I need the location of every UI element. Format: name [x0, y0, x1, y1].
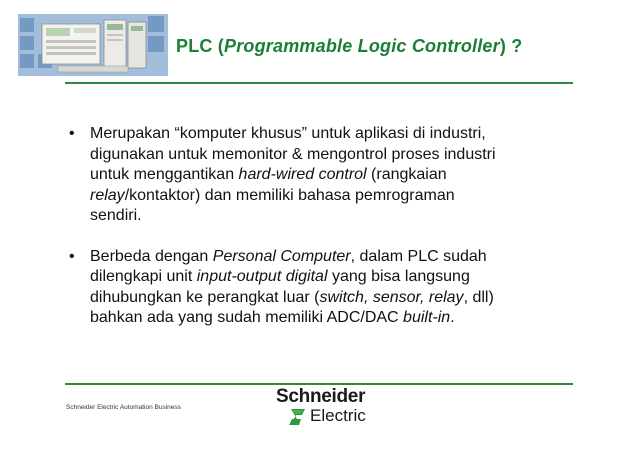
- text-segment: , dalam PLC sudah: [350, 247, 487, 265]
- text-segment: Merupakan “komputer khusus” untuk aplikasi di industri,: [90, 125, 486, 142]
- bullet-list: [66, 124, 586, 349]
- text-segment: dilengkapi unit: [90, 268, 197, 285]
- italic-term: relay: [90, 186, 125, 204]
- schneider-electric-logo-mark-icon: [288, 406, 308, 428]
- text-segment: /kontaktor) dan memiliki bahasa pemrograman: [124, 186, 455, 204]
- slide-title: PLC (Programmable Logic Controller) ?: [176, 36, 523, 56]
- text-segment: digunakan untuk memonitor & mengontrol proses industri: [90, 145, 496, 163]
- italic-term: hard-wired control: [238, 166, 367, 183]
- italic-term: built-in: [403, 309, 451, 326]
- bullet-text-line: [90, 206, 586, 227]
- text-segment: yang bisa langsung: [327, 268, 470, 285]
- italic-term: input-output digital: [196, 268, 328, 285]
- logo-text-schneider: Schneider: [276, 386, 366, 407]
- bullet-item: [66, 247, 586, 329]
- italic-term: switch, sensor, relay: [319, 288, 464, 306]
- schneider-electric-logo: [272, 386, 372, 430]
- text-segment: .: [450, 309, 455, 326]
- text-segment: dihubungkan ke perangkat luar (: [90, 288, 320, 306]
- text-segment: Berbeda dengan: [90, 247, 213, 265]
- bullet-text-line: [90, 288, 586, 309]
- bullet-dot-icon: •: [69, 247, 75, 265]
- bullet-text-line: [90, 247, 586, 268]
- bottom-divider: [65, 383, 573, 385]
- bullet-text-line: [90, 124, 586, 145]
- text-segment: , dll): [463, 288, 494, 306]
- plc-hardware-photo-icon: [18, 14, 168, 76]
- footer-company-text: Schneider Electric Automation Business: [66, 404, 181, 411]
- bullet-text-line: [90, 145, 586, 166]
- text-segment: untuk menggantikan: [90, 166, 239, 183]
- text-segment: sendiri.: [90, 207, 142, 224]
- bullet-text-line: [90, 186, 586, 207]
- bullet-text-line: [90, 267, 586, 288]
- logo-text-electric: Electric: [310, 406, 366, 425]
- plc-photo-image: [18, 14, 168, 76]
- bullet-text-line: [90, 165, 586, 186]
- text-segment: bahkan ada yang sudah memiliki ADC/DAC: [90, 309, 404, 326]
- bullet-item: [66, 124, 586, 227]
- top-divider: [65, 82, 573, 84]
- bullet-text-line: [90, 308, 586, 329]
- bullet-dot-icon: •: [69, 125, 75, 142]
- text-segment: (rangkaian: [366, 166, 447, 183]
- italic-term: Personal Computer: [212, 247, 351, 265]
